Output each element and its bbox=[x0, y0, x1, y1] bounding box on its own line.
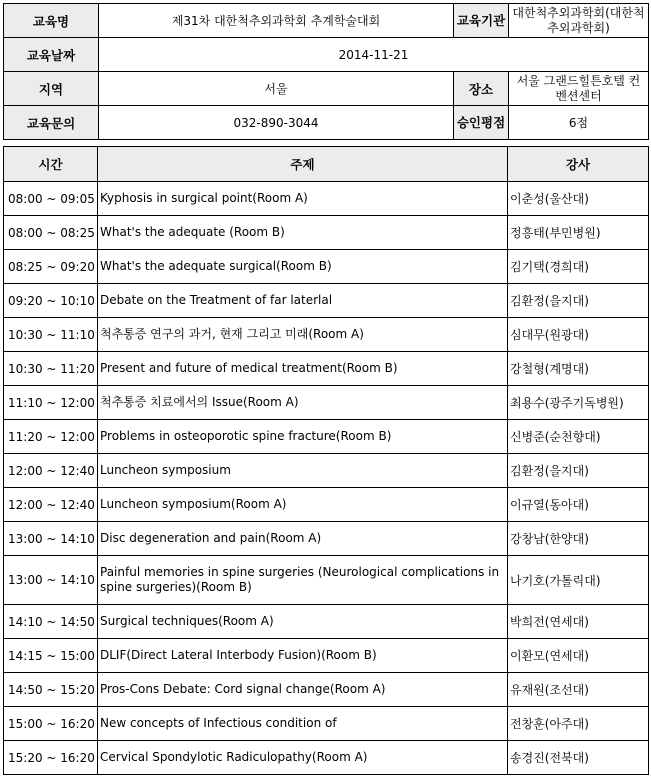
topic-cell: 척추통증 연구의 과거, 현재 그리고 미래(Room A) bbox=[98, 318, 508, 352]
topic-cell: What's the adequate surgical(Room B) bbox=[98, 250, 508, 284]
lecturer-cell: 신병준(순천향대) bbox=[508, 420, 649, 454]
lecturer-cell: 정흥태(부민병원) bbox=[508, 216, 649, 250]
lecturer-cell: 심대무(원광대) bbox=[508, 318, 649, 352]
region-label: 지역 bbox=[4, 72, 99, 106]
table-row bbox=[4, 352, 649, 386]
topic-cell: Luncheon symposium(Room A) bbox=[98, 488, 508, 522]
time-cell: 09:20 ~ 10:10 bbox=[4, 284, 98, 318]
lecturer-cell: 나기호(가톨릭대) bbox=[508, 556, 649, 605]
course-date-value: 2014-11-21 bbox=[99, 38, 649, 72]
region-value: 서울 bbox=[99, 72, 454, 106]
course-date-label: 교육날짜 bbox=[4, 38, 99, 72]
info-row-contact bbox=[4, 106, 649, 140]
lecturer-cell: 이환모(연세대) bbox=[508, 639, 649, 673]
topic-cell: New concepts of Infectious condition of bbox=[98, 707, 508, 741]
time-cell: 08:00 ~ 08:25 bbox=[4, 216, 98, 250]
lecturer-cell: 이춘성(울산대) bbox=[508, 182, 649, 216]
lecturer-cell: 김환정(을지대) bbox=[508, 284, 649, 318]
table-row bbox=[4, 284, 649, 318]
table-row bbox=[4, 605, 649, 639]
lecturer-cell: 강창남(한양대) bbox=[508, 522, 649, 556]
time-cell: 13:00 ~ 14:10 bbox=[4, 556, 98, 605]
topic-cell: Present and future of medical treatment(Room B) bbox=[98, 352, 508, 386]
topic-cell: Luncheon symposium bbox=[98, 454, 508, 488]
topic-cell: Pros-Cons Debate: Cord signal change(Room A) bbox=[98, 673, 508, 707]
table-row bbox=[4, 639, 649, 673]
lecturer-cell: 최용수(광주기독병원) bbox=[508, 386, 649, 420]
time-cell: 15:00 ~ 16:20 bbox=[4, 707, 98, 741]
time-cell: 14:15 ~ 15:00 bbox=[4, 639, 98, 673]
lecturer-cell: 김환정(을지대) bbox=[508, 454, 649, 488]
topic-cell: Disc degeneration and pain(Room A) bbox=[98, 522, 508, 556]
lecturer-header: 강사 bbox=[508, 147, 649, 182]
lecturer-cell: 김기택(경희대) bbox=[508, 250, 649, 284]
time-cell: 11:20 ~ 12:00 bbox=[4, 420, 98, 454]
time-cell: 08:00 ~ 09:05 bbox=[4, 182, 98, 216]
topic-cell: DLIF(Direct Lateral Interbody Fusion)(Room B) bbox=[98, 639, 508, 673]
points-label: 승인평점 bbox=[454, 106, 509, 140]
table-row bbox=[4, 250, 649, 284]
time-cell: 14:10 ~ 14:50 bbox=[4, 605, 98, 639]
table-row bbox=[4, 386, 649, 420]
points-value: 6점 bbox=[509, 106, 649, 140]
info-row-region bbox=[4, 72, 649, 106]
time-header: 시간 bbox=[4, 147, 98, 182]
table-row bbox=[4, 488, 649, 522]
course-name-label: 교육명 bbox=[4, 4, 99, 38]
table-row bbox=[4, 707, 649, 741]
contact-label: 교육문의 bbox=[4, 106, 99, 140]
table-row bbox=[4, 522, 649, 556]
time-cell: 13:00 ~ 14:10 bbox=[4, 522, 98, 556]
topic-cell: What's the adequate (Room B) bbox=[98, 216, 508, 250]
table-row bbox=[4, 182, 649, 216]
course-name-value: 제31차 대한척추외과학회 추계학술대회 bbox=[99, 4, 454, 38]
info-row-name bbox=[4, 4, 649, 38]
schedule-body bbox=[4, 182, 649, 775]
schedule-table bbox=[3, 146, 649, 775]
time-cell: 08:25 ~ 09:20 bbox=[4, 250, 98, 284]
lecturer-cell: 전창훈(아주대) bbox=[508, 707, 649, 741]
topic-cell: Cervical Spondylotic Radiculopathy(Room A) bbox=[98, 741, 508, 775]
course-org-label: 교육기관 bbox=[454, 4, 509, 38]
topic-cell: Surgical techniques(Room A) bbox=[98, 605, 508, 639]
topic-cell: Debate on the Treatment of far laterlal bbox=[98, 284, 508, 318]
time-cell: 14:50 ~ 15:20 bbox=[4, 673, 98, 707]
time-cell: 15:20 ~ 16:20 bbox=[4, 741, 98, 775]
place-label: 장소 bbox=[454, 72, 509, 106]
time-cell: 10:30 ~ 11:20 bbox=[4, 352, 98, 386]
table-row bbox=[4, 318, 649, 352]
lecturer-cell: 박희전(연세대) bbox=[508, 605, 649, 639]
topic-header: 주제 bbox=[98, 147, 508, 182]
time-cell: 11:10 ~ 12:00 bbox=[4, 386, 98, 420]
lecturer-cell: 송경진(전북대) bbox=[508, 741, 649, 775]
time-cell: 10:30 ~ 11:10 bbox=[4, 318, 98, 352]
contact-value: 032-890-3044 bbox=[99, 106, 454, 140]
table-row bbox=[4, 741, 649, 775]
time-cell: 12:00 ~ 12:40 bbox=[4, 454, 98, 488]
topic-cell: 척추통증 치료에서의 Issue(Room A) bbox=[98, 386, 508, 420]
table-row bbox=[4, 420, 649, 454]
table-row bbox=[4, 673, 649, 707]
course-org-value: 대한척추외과학회(대한척추외과학회) bbox=[509, 4, 649, 38]
table-row bbox=[4, 216, 649, 250]
info-row-date bbox=[4, 38, 649, 72]
course-info-table bbox=[3, 3, 649, 140]
lecturer-cell: 이규열(동아대) bbox=[508, 488, 649, 522]
lecturer-cell: 유재원(조선대) bbox=[508, 673, 649, 707]
topic-cell: Kyphosis in surgical point(Room A) bbox=[98, 182, 508, 216]
schedule-header-row bbox=[4, 147, 649, 182]
place-value: 서울 그랜드힐튼호텔 컨벤션센터 bbox=[509, 72, 649, 106]
table-row bbox=[4, 454, 649, 488]
topic-cell: Painful memories in spine surgeries (Neurological complications in spine surgeries)(Room B) bbox=[98, 556, 508, 605]
time-cell: 12:00 ~ 12:40 bbox=[4, 488, 98, 522]
topic-cell: Problems in osteoporotic spine fracture(Room B) bbox=[98, 420, 508, 454]
table-row bbox=[4, 556, 649, 605]
lecturer-cell: 강철형(계명대) bbox=[508, 352, 649, 386]
